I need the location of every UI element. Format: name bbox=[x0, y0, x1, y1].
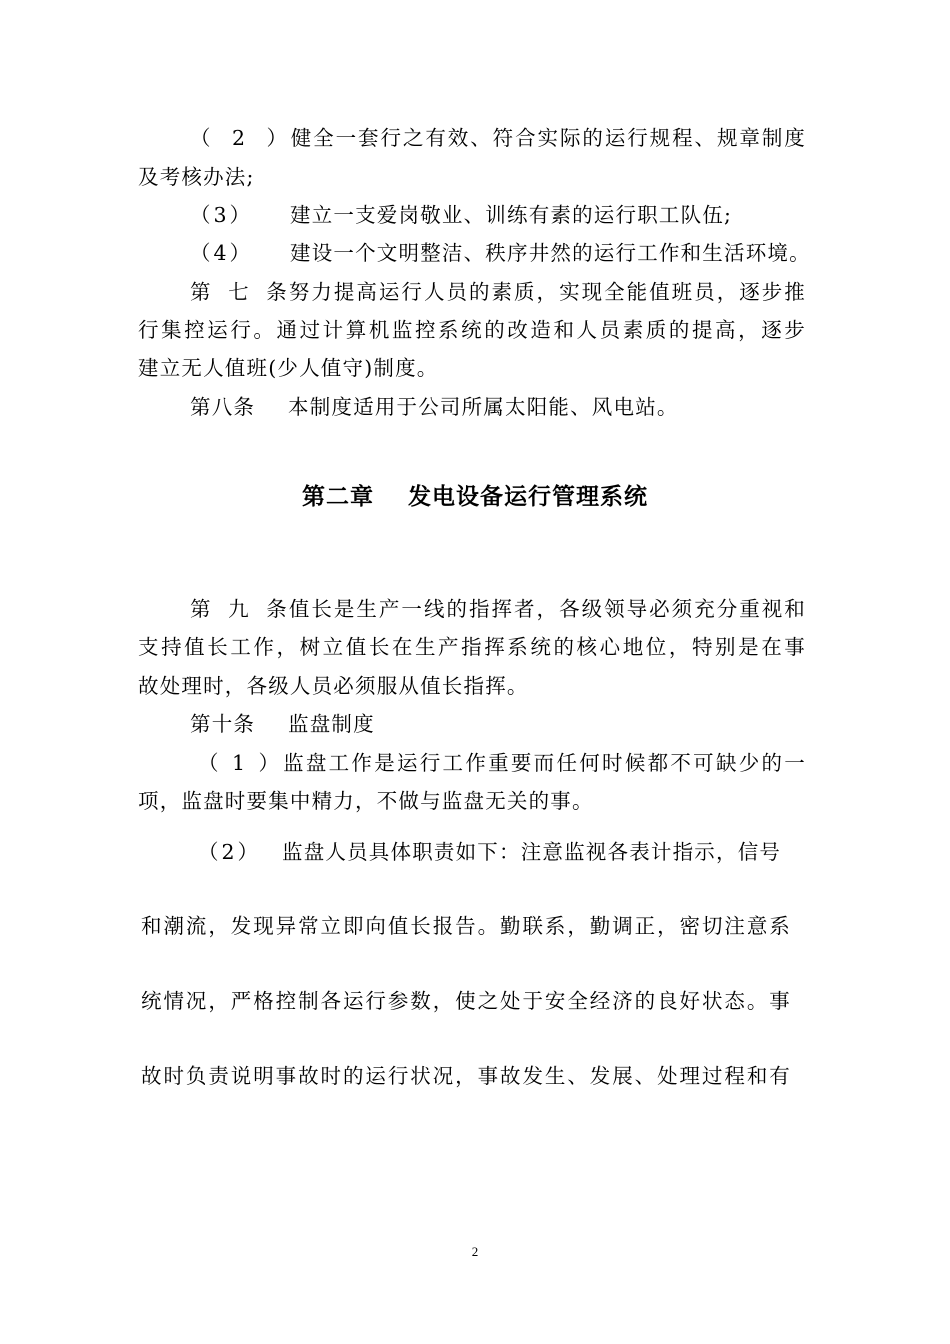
item-2-line-1: （2）健全一套行之有效、符合实际的运行规程、规章制度 bbox=[138, 123, 806, 153]
article-9-line-3: 故处理时，各级人员必须服从值长指挥。 bbox=[138, 674, 529, 698]
chapter-number: 第二章 bbox=[302, 484, 374, 510]
sub-2-number: （2） bbox=[198, 840, 262, 864]
sub-2-line-2: 和潮流，发现异常立即向值长报告。勤联系，勤调正，密切注意系 bbox=[141, 914, 791, 938]
chapter-title: 发电设备运行管理系统 bbox=[408, 484, 648, 510]
sub-2-line-1: （2） 监盘人员具体职责如下：注意监视各表计指示，信号 bbox=[138, 837, 794, 867]
page-number: 2 bbox=[471, 1244, 479, 1259]
item-3: （3） 建立一支爱岗敬业、训练有素的运行职工队伍; bbox=[138, 200, 806, 230]
chapter-heading bbox=[0, 478, 950, 511]
article-10: 第十条 监盘制度 bbox=[138, 709, 806, 739]
item-4-number: （4） bbox=[190, 241, 254, 265]
article-7-label: 第七条 bbox=[190, 280, 288, 304]
article-7-line-2: 行集控运行。通过计算机监控系统的改造和人员素质的提高，逐步 bbox=[138, 318, 806, 342]
article-7-line-1: 第七条努力提高运行人员的素质，实现全能值班员，逐步推 bbox=[138, 277, 806, 307]
item-3-number: （3） bbox=[190, 203, 254, 227]
sub-1-number: （1） bbox=[198, 751, 282, 775]
sub-1-line-2: 项，监盘时要集中精力，不做与监盘无关的事。 bbox=[138, 789, 594, 813]
item-2-line-2: 及考核办法; bbox=[138, 165, 255, 189]
sub-1-line-1: （1）监盘工作是运行工作重要而任何时候都不可缺少的一 bbox=[138, 748, 806, 778]
article-9-line-1: 第九条值长是生产一线的指挥者，各级领导必须充分重视和 bbox=[138, 594, 806, 624]
article-8: 第八条 本制度适用于公司所属太阳能、风电站。 bbox=[138, 392, 806, 422]
item-2-number: （2） bbox=[190, 126, 290, 150]
sub-2-line-3: 统情况，严格控制各运行参数，使之处于安全经济的良好状态。事 bbox=[141, 989, 791, 1013]
article-8-label: 第八条 bbox=[190, 395, 256, 419]
article-9-line-2: 支持值长工作，树立值长在生产指挥系统的核心地位，特别是在事 bbox=[138, 635, 806, 659]
article-7-line-3: 建立无人值班(少人值守)制度。 bbox=[138, 356, 439, 380]
article-10-label: 第十条 bbox=[190, 712, 256, 736]
sub-2-line-4: 故时负责说明事故时的运行状况，事故发生、发展、处理过程和有 bbox=[141, 1064, 791, 1088]
item-4: （4） 建设一个文明整洁、秩序井然的运行工作和生活环境。 bbox=[138, 238, 806, 268]
article-9-label: 第九条 bbox=[190, 597, 288, 621]
